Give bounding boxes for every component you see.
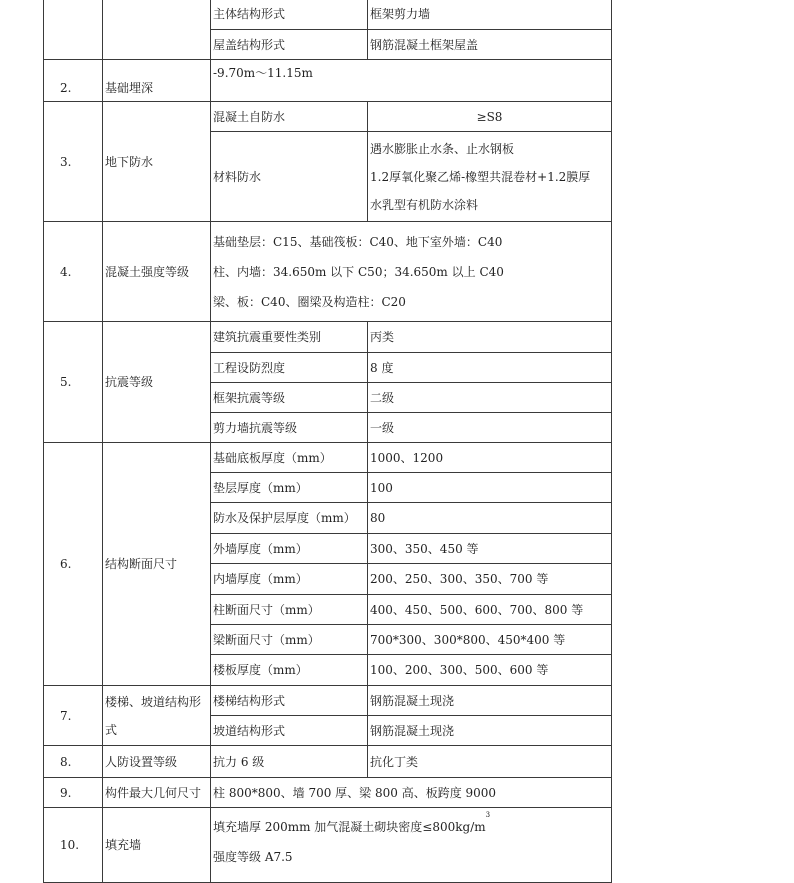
row4-number: 4. [44, 222, 103, 322]
row5-number: 5. [44, 322, 103, 443]
row5-sub2-value: 8 度 [368, 353, 612, 383]
row3-sub1-value: ≥S8 [368, 102, 612, 132]
row8-name: 人防设置等级 [103, 746, 211, 778]
row2-number: 2. [44, 60, 103, 102]
row10-line1-superscript: 3 [485, 811, 491, 819]
row10-line1 [213, 812, 609, 842]
row9-name: 构件最大几何尺寸 [103, 778, 211, 808]
row7-sub1-value: 钢筋混凝土现浇 [368, 686, 612, 716]
row5-sub4-label: 剪力墙抗震等级 [211, 413, 368, 443]
row2-name: 基础埋深 [103, 60, 211, 102]
row6-sub4-label: 外墙厚度（mm） [211, 534, 368, 564]
row3-sub2-label: 材料防水 [211, 132, 368, 222]
row7-number: 7. [44, 686, 103, 746]
row10-number: 10. [44, 808, 103, 883]
row6-name: 结构断面尺寸 [103, 443, 211, 686]
row3-sub2-line3: 水乳型有机防水涂料 [370, 197, 479, 212]
row5-sub3-label: 框架抗震等级 [211, 383, 368, 413]
row9-number: 9. [44, 778, 103, 808]
row6-sub1-value: 1000、1200 [368, 443, 612, 473]
row9-value: 柱 800*800、墙 700 厚、梁 800 高、板跨度 9000 [211, 778, 612, 808]
row8-value: 抗化丁类 [368, 746, 612, 778]
row3-sub2-value [368, 132, 612, 222]
row6-sub2-label: 垫层厚度（mm） [211, 473, 368, 503]
row6-sub6-label: 柱断面尺寸（mm） [211, 595, 368, 625]
row5-sub4-value: 一级 [368, 413, 612, 443]
row1-sub2-value: 钢筋混凝土框架屋盖 [368, 30, 612, 60]
row5-sub2-label: 工程设防烈度 [211, 353, 368, 383]
row10-line2: 强度等级 A7.5 [213, 850, 293, 864]
row7-sub2-value: 钢筋混凝土现浇 [368, 716, 612, 746]
row7-sub1-label: 楼梯结构形式 [211, 686, 368, 716]
row1-number-cell [44, 0, 103, 60]
row1-sub1-value: 框架剪力墙 [368, 0, 612, 30]
row3-sub2-line2: 1.2厚氧化聚乙烯-橡塑共混卷材+1.2膜厚 [370, 169, 591, 184]
structure-spec-table [43, 0, 612, 883]
row6-sub6-value: 400、450、500、600、700、800 等 [368, 595, 612, 625]
row7-name [103, 686, 211, 746]
row4-line2: 柱、内墙：34.650m 以下 C50；34.650m 以上 C40 [213, 264, 504, 279]
row5-sub1-value: 丙类 [368, 322, 612, 353]
row1-name-cell [103, 0, 211, 60]
row6-sub2-value: 100 [368, 473, 612, 503]
row10-name: 填充墙 [103, 808, 211, 883]
row5-sub1-label: 建筑抗震重要性类别 [211, 322, 368, 353]
row8-number: 8. [44, 746, 103, 778]
row4-value [211, 222, 612, 322]
row6-sub1-label: 基础底板厚度（mm） [211, 443, 368, 473]
row5-name: 抗震等级 [103, 322, 211, 443]
row1-sub2-label: 屋盖结构形式 [211, 30, 368, 60]
row7-sub2-label: 坡道结构形式 [211, 716, 368, 746]
row6-number: 6. [44, 443, 103, 686]
row6-sub5-label: 内墙厚度（mm） [211, 564, 368, 595]
row6-sub4-value: 300、350、450 等 [368, 534, 612, 564]
row6-sub8-value: 100、200、300、500、600 等 [368, 655, 612, 686]
row7-name-line2: 式 [105, 722, 118, 737]
row2-value: -9.70m～11.15m [211, 60, 612, 102]
row3-number: 3. [44, 102, 103, 222]
row6-sub7-value: 700*300、300*800、450*400 等 [368, 625, 612, 655]
row3-sub2-line1: 遇水膨胀止水条、止水钢板 [370, 141, 515, 156]
row6-sub3-value: 80 [368, 503, 612, 534]
row4-name: 混凝土强度等级 [103, 222, 211, 322]
row4-line3: 梁、板：C40、圈梁及构造柱：C20 [213, 294, 406, 309]
row6-sub3-label: 防水及保护层厚度（mm） [211, 503, 368, 534]
row8-label: 抗力 6 级 [211, 746, 368, 778]
row4-line1: 基础垫层：C15、基础筏板：C40、地下室外墙：C40 [213, 234, 503, 249]
row6-sub8-label: 楼板厚度（mm） [211, 655, 368, 686]
row1-sub1-label: 主体结构形式 [211, 0, 368, 30]
row6-sub7-label: 梁断面尺寸（mm） [211, 625, 368, 655]
row3-name: 地下防水 [103, 102, 211, 222]
row5-sub3-value: 二级 [368, 383, 612, 413]
row6-sub5-value: 200、250、300、350、700 等 [368, 564, 612, 595]
row7-name-line1: 楼梯、坡道结构形 [105, 694, 202, 709]
row3-sub1-label: 混凝土自防水 [211, 102, 368, 132]
row10-value [211, 808, 612, 883]
row10-line1-text: 填充墙厚 200mm 加气混凝土砌块密度≤800kg/m [213, 820, 486, 834]
